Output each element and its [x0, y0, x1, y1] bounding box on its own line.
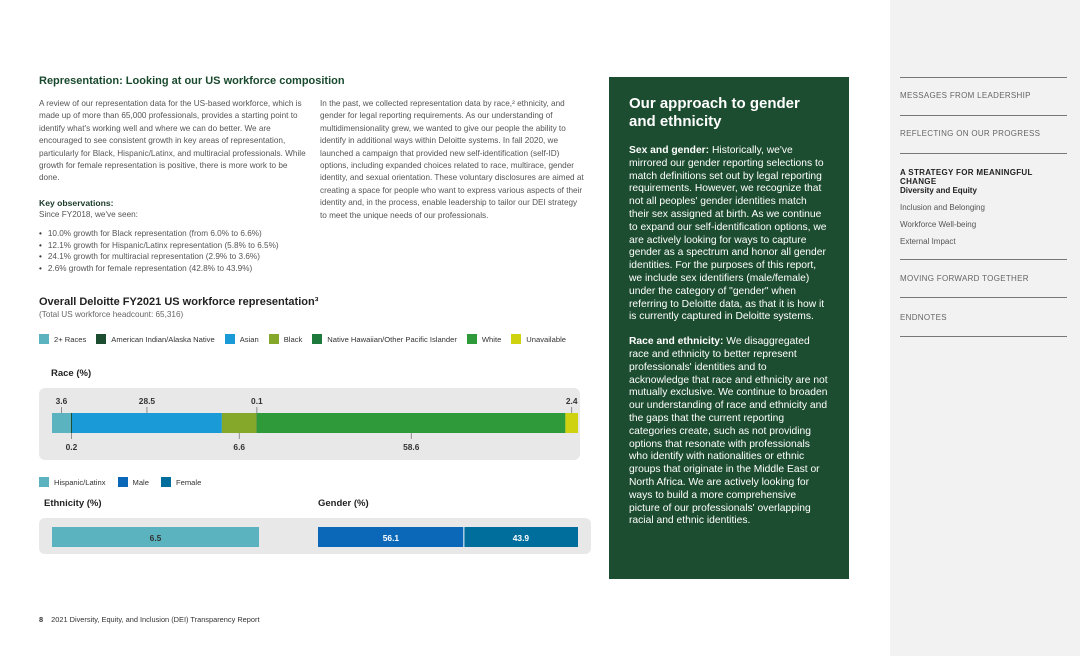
gender-data-label: 43.9 — [512, 533, 530, 543]
intro-paragraph-left: A review of our representation data for the US-based workforce, which is made up of more than 65,000 professionals, provides a starting point to identify what's working well and where we can do better. We are encouraged to see consistent growth in key areas of representation, particularly for Black, Hispanic/Latinx, and multiracial professionals. While growth for female representation is positive, there is more work to be done. — [39, 99, 306, 183]
race-bar-segment — [72, 413, 222, 433]
race-bar-segment — [52, 413, 71, 433]
nav-divider — [900, 153, 1067, 154]
callout-text-gender: Historically, we've mirrored our gender reporting selections to match definitions set out by legal reporting requirements. However, we recognize that not all peoples' gender identities match their sex assigned at birth. As we continue to expand our self-identification options, we are actively looking for ways to capture gender as a spectrum and honor all gender identities. For the purposes of this report, we include sex identifiers (male/female) under the category of "gender" when referring to Deloitte data, as that it is how it is currently captured in Deloitte systems. — [629, 145, 827, 323]
observation-item: • 12.1% growth for Hispanic/Latinx representation (5.8% to 6.5%) — [39, 240, 309, 252]
legend-label: Hispanic/Latinx — [54, 477, 106, 487]
nav-endnotes[interactable]: ENDNOTES — [900, 313, 947, 322]
legend-swatch — [225, 334, 235, 344]
race-legend-item — [39, 334, 86, 344]
legend-label: Asian — [239, 334, 259, 344]
race-data-label: 28.5 — [138, 396, 156, 406]
race-chart — [0, 380, 600, 470]
race-legend — [39, 334, 576, 344]
race-legend-item — [511, 334, 566, 344]
race-legend-item — [269, 334, 303, 344]
legend-label: 2+ Races — [54, 334, 87, 344]
callout-lead-gender: Sex and gender: — [629, 145, 710, 156]
race-legend-item — [467, 334, 501, 344]
race-bar-segment — [565, 413, 578, 433]
nav-messages-from-leadership[interactable]: MESSAGES FROM LEADERSHIP — [900, 91, 1031, 100]
legend-label: Unavailable — [526, 334, 566, 344]
race-legend-item — [96, 334, 214, 344]
page-footer — [39, 615, 260, 624]
ethnicity-data-label: 6.5 — [149, 533, 162, 543]
legend-label: Female — [175, 477, 202, 487]
report-title: 2021 Diversity, Equity, and Inclusion (DEI) Transparency Report — [51, 615, 260, 624]
ethnicity-gender-legend-item — [39, 477, 106, 487]
legend-swatch — [161, 477, 171, 487]
intro-paragraph-right: In the past, we collected representation data by race,² ethnicity, and gender for legal reporting requirements. As our understanding of multidimensionality grew, we wanted to give our people the ability to identify in additional ways within Deloitte systems. In fall 2020, we launched a campaign that provided new self-identification (self-ID) options, including expanded choices related to race, multirace, gender identity, and sexual orientation. These voluntary disclosures are aimed at creating a space for people who want to express various aspects of their identity and, in the process, enable leadership to tailor our DEI strategy to meet the unique needs of our professionals. — [320, 99, 584, 220]
legend-swatch — [118, 477, 128, 487]
race-data-label: 0.1 — [251, 396, 263, 406]
nav-strategy-for-meaningful-change[interactable]: A STRATEGY FOR MEANINGFUL CHANGE — [900, 168, 1033, 186]
race-chart-label: Race (%) — [51, 368, 92, 379]
legend-swatch — [312, 334, 322, 344]
race-bar-segment — [71, 413, 72, 433]
legend-swatch — [269, 334, 279, 344]
gender-chart-label: Gender (%) — [318, 498, 369, 509]
observations-list — [39, 228, 309, 274]
observations-title: Key observations: — [39, 198, 114, 208]
legend-swatch — [511, 334, 521, 344]
legend-swatch — [96, 334, 106, 344]
ethnicity-gender-legend — [39, 477, 213, 487]
callout-paragraph-race — [629, 336, 829, 528]
ethnicity-gender-chart — [0, 518, 600, 558]
ethnicity-gender-legend-item — [118, 477, 149, 487]
chart-subheading: (Total US workforce headcount: 65,316) — [39, 310, 184, 319]
section-title: Representation: Looking at our US workforce composition — [39, 75, 345, 87]
race-data-label: 3.6 — [55, 396, 68, 406]
callout-title: Our approach to gender and ethnicity — [629, 95, 800, 130]
nav-divider — [900, 336, 1067, 337]
observation-item: • 10.0% growth for Black representation (from 6.0% to 6.6%) — [39, 228, 309, 240]
nav-sub-external-impact[interactable]: External Impact — [900, 237, 956, 246]
callout-lead-race: Race and ethnicity: — [629, 336, 724, 348]
legend-label: Male — [132, 477, 149, 487]
nav-sub-inclusion-and-belonging[interactable]: Inclusion and Belonging — [900, 203, 985, 212]
ethnicity-chart-label: Ethnicity (%) — [44, 498, 102, 509]
race-data-label: 2.4 — [565, 396, 578, 406]
legend-swatch — [39, 477, 49, 487]
ethnicity-gender-legend-item — [161, 477, 201, 487]
nav-divider — [900, 259, 1067, 260]
legend-label: Native Hawaiian/Other Pacific Islander — [327, 334, 457, 344]
nav-sub-diversity-and-equity[interactable]: Diversity and Equity — [900, 186, 977, 195]
nav-divider — [900, 115, 1067, 116]
race-data-label: 58.6 — [403, 442, 420, 452]
race-legend-item — [225, 334, 259, 344]
nav-reflecting-on-progress[interactable]: REFLECTING ON OUR PROGRESS — [900, 129, 1041, 138]
race-bar-segment — [257, 413, 565, 433]
observation-item: • 2.6% growth for female representation (42.8% to 43.9%) — [39, 263, 309, 275]
observation-item: • 24.1% growth for multiracial representation (2.9% to 3.6%) — [39, 251, 309, 263]
nav-moving-forward-together[interactable]: MOVING FORWARD TOGETHER — [900, 274, 1029, 283]
race-data-label: 6.6 — [233, 442, 246, 452]
chart-heading: Overall Deloitte FY2021 US workforce representation³ — [39, 296, 319, 308]
callout-paragraph-gender — [629, 145, 829, 324]
nav-divider — [900, 297, 1067, 298]
gender-data-label: 56.1 — [382, 533, 400, 543]
legend-swatch — [467, 334, 477, 344]
nav-divider — [900, 77, 1067, 78]
legend-swatch — [39, 334, 49, 344]
observations-subtitle: Since FY2018, we've seen: — [39, 210, 138, 219]
legend-label: White — [481, 334, 502, 344]
legend-label: American Indian/Alaska Native — [111, 334, 215, 344]
race-bar-segment — [222, 413, 257, 433]
approach-callout — [609, 77, 849, 579]
race-legend-item — [312, 334, 457, 344]
legend-label: Black — [283, 334, 303, 344]
race-data-label: 0.2 — [65, 442, 78, 452]
nav-sub-workforce-well-being[interactable]: Workforce Well-being — [900, 220, 977, 229]
page-number: 8 — [39, 615, 44, 624]
callout-text-race: We disaggregated race and ethnicity to better represent professionals' identities and to acknowledge that race and ethnicity are not mutually exclusive. We continue to broaden our understanding of race and ethnicity and the gaps that the current reporting categories create, such as not providing options that resonate with professionals who identify with nationalities or ethnic groups that originate in the Middle East or North Africa. We are actively looking for ways to build a more comprehensive picture of our professionals' overlapping racial and ethnic identities. — [629, 336, 828, 527]
